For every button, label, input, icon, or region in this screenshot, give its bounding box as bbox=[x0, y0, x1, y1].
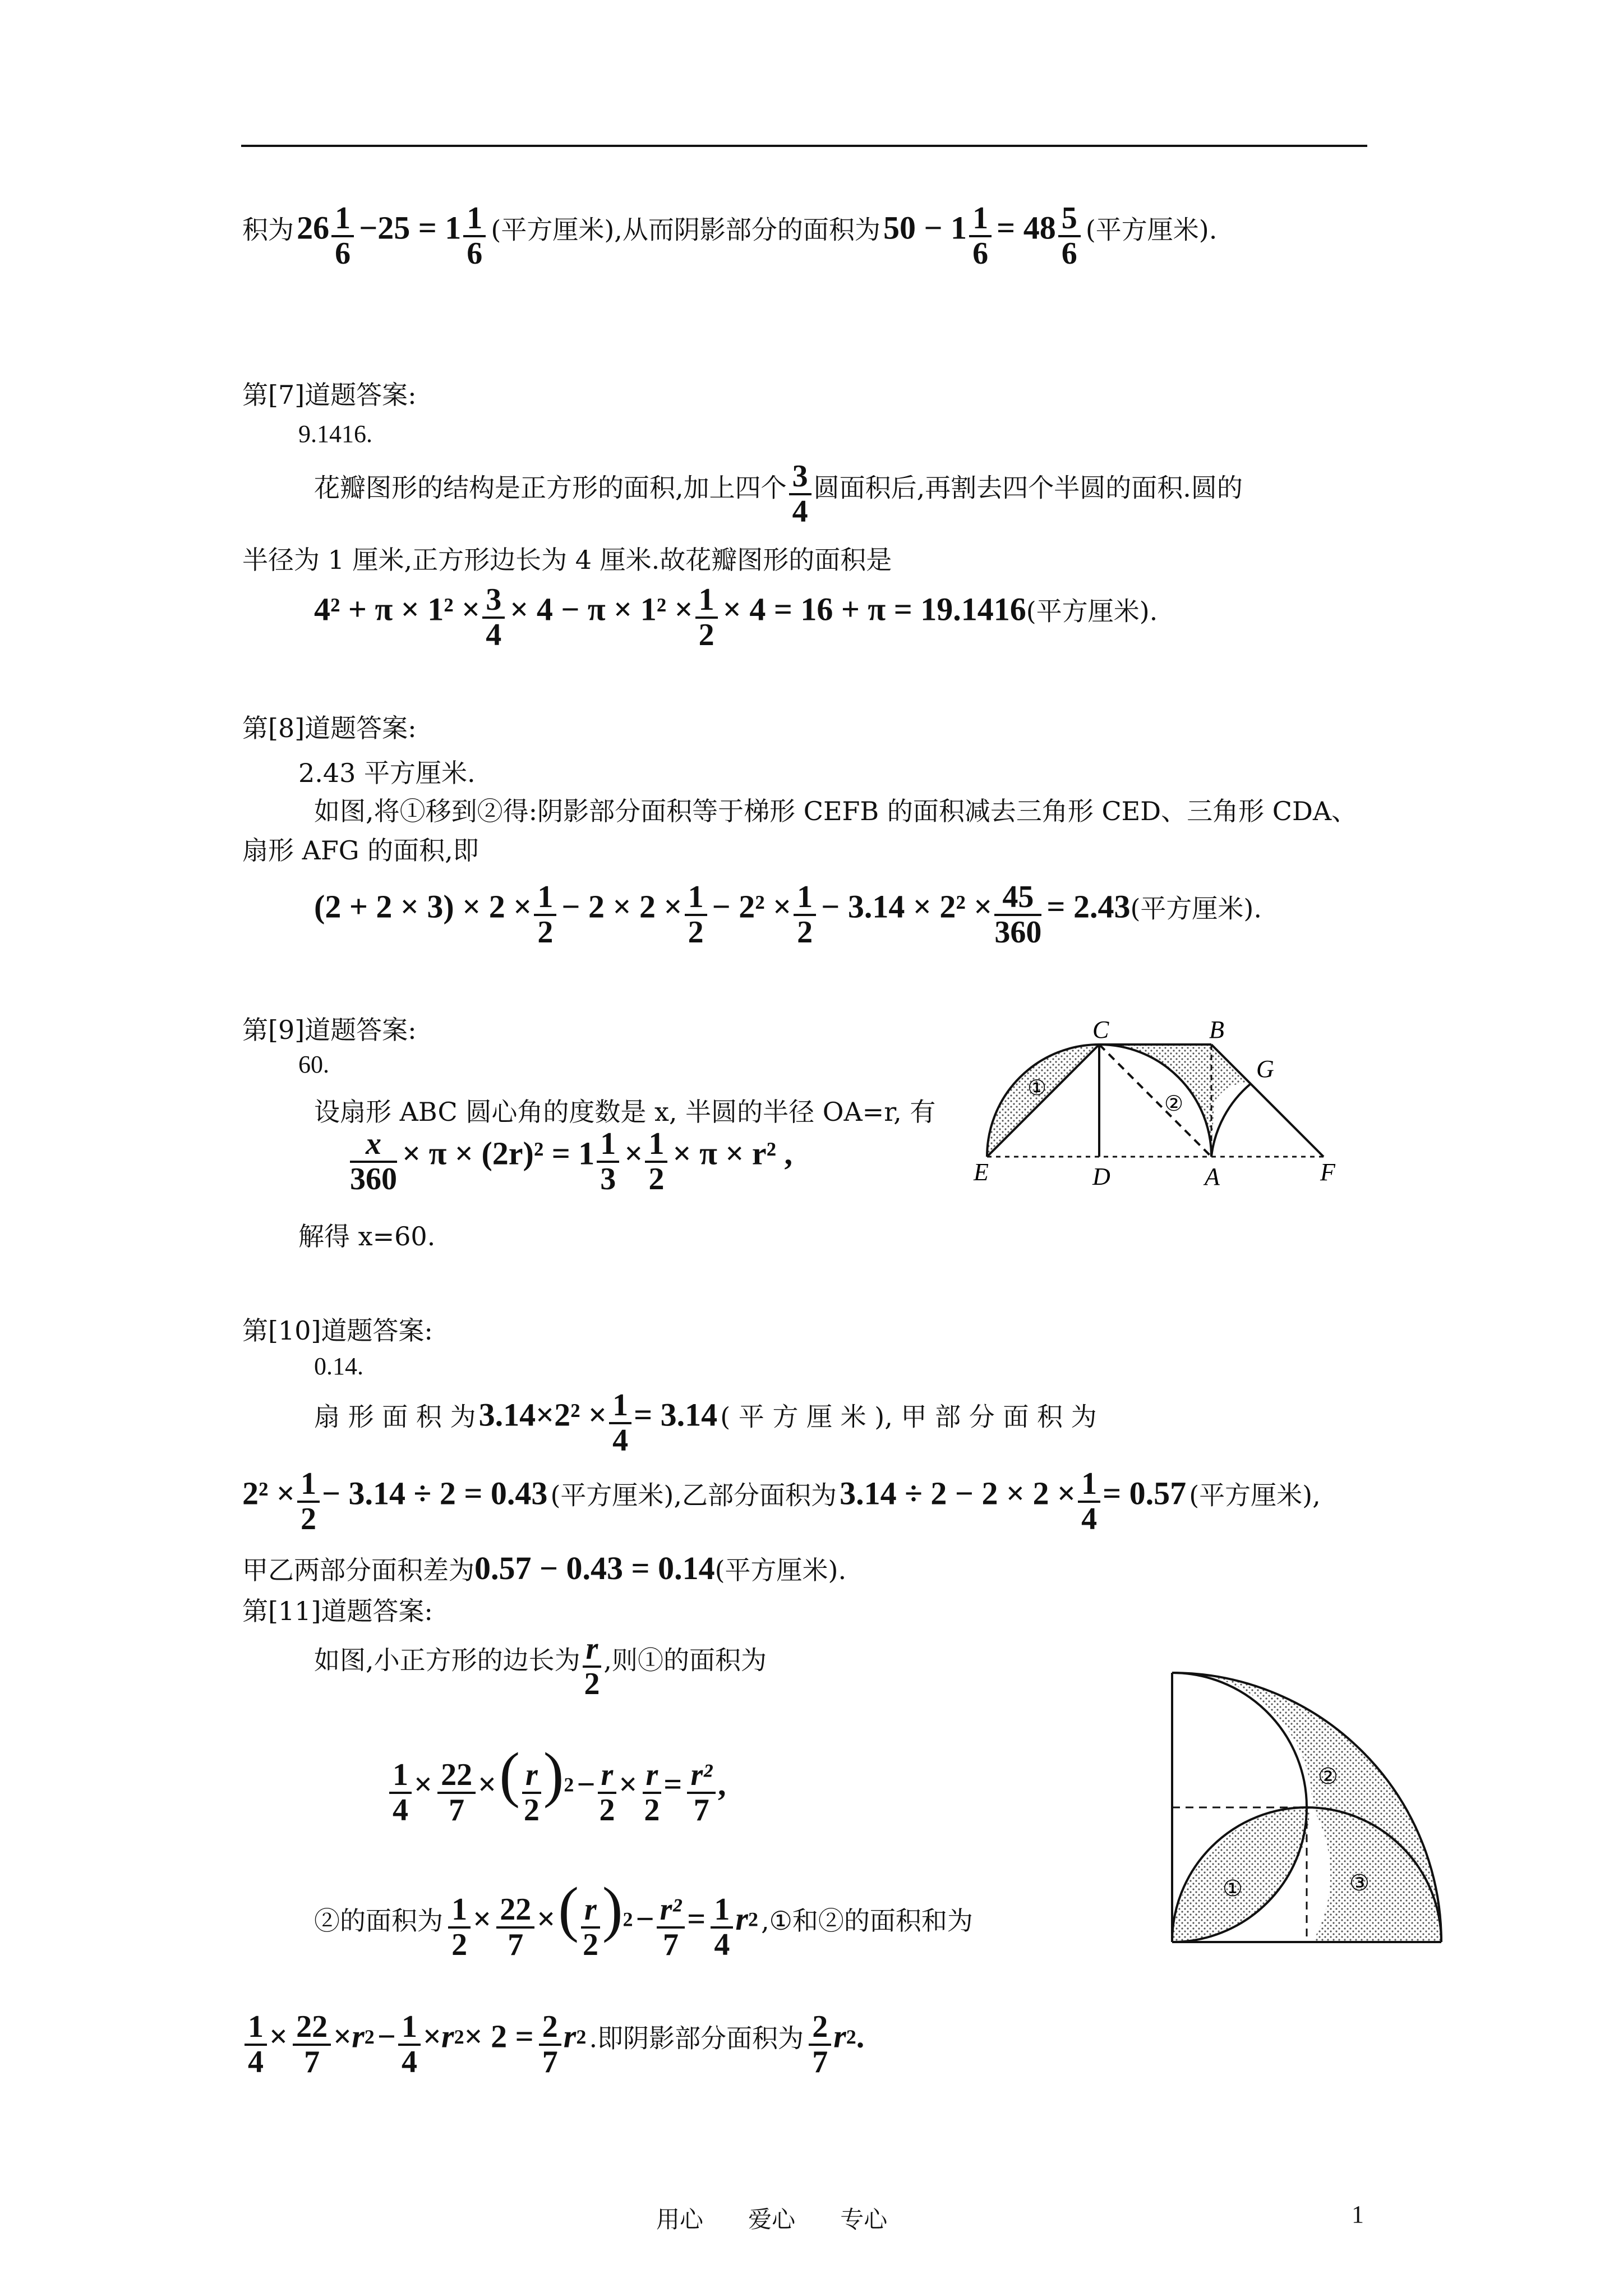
q9-label-A: A bbox=[1205, 1163, 1220, 1190]
q7-answer: 9.1416. bbox=[298, 420, 372, 448]
q9-label-E: E bbox=[974, 1158, 989, 1186]
q11-label-region3: ③ bbox=[1349, 1870, 1370, 1896]
q10-answer: 0.14. bbox=[314, 1352, 363, 1380]
q8-line2: 扇形 AFG 的面积,即 bbox=[242, 835, 479, 866]
q9-line1: 设扇形 ABC 圆心角的度数是 x, 半圆的半径 OA=r, 有 bbox=[314, 1097, 936, 1127]
q11-line4: $\frac{1}{4}$ × $\frac{22}{7}$ $\times r^2$ − $\frac{1}{4}$ $\times r^2\times 2$ = $\frac{2}{7}$ $r^2$ .即阴影部分面积为 $\frac{2}{7}$ $r^2$. bbox=[242, 2010, 864, 2079]
q9-formula: $\frac{x}{360}$ × π × (2r)² = 1 $\frac{1}{3}$ × $\frac{1}{2}$ × π × r² , bbox=[350, 1126, 793, 1197]
intro-line: 积为 26 $\frac{1}{6}$ −25 = 1 $\frac{1}{6}$ (平方厘米),从而阴影部分的面积为 50 − 1 $\frac{1}{6}$ = 48 $\frac{5}{6}$ (平方厘米). bbox=[242, 201, 1218, 271]
q8-answer: 2.43 平方厘米. bbox=[298, 758, 476, 788]
q9-answer: 60. bbox=[298, 1051, 329, 1078]
q11-label-region2: ② bbox=[1318, 1764, 1338, 1789]
q9-label-F: F bbox=[1320, 1158, 1335, 1186]
q11-line3: ②的面积为 $\frac{1}{2}$ × $\frac{22}{7}$ × ( $\frac{r}{2}$ )$^2$ − $\frac{\text{r²}}{7}$ = $\frac{1}{4}$ $r^2$ ,①和②的面积和为 bbox=[314, 1875, 973, 1962]
q9-label-D: D bbox=[1092, 1163, 1110, 1190]
q8-heading: 第[8]道题答案: bbox=[242, 713, 417, 743]
q10-line1: 扇 形 面 积 为 3.14×2² × $\frac{1}{4}$ = 3.14 ( 平 方 厘 米 ), 甲 部 分 面 积 为 bbox=[314, 1388, 1097, 1458]
q9-figure bbox=[953, 1010, 1380, 1195]
q9-label-region1: ① bbox=[1027, 1075, 1047, 1100]
q11-line1: 如图,小正方形的边长为 $\frac{r}{2}$ ,则①的面积为 bbox=[314, 1631, 767, 1701]
q9-heading: 第[9]道题答案: bbox=[242, 1015, 417, 1045]
q9-label-C: C bbox=[1092, 1016, 1109, 1043]
q11-figure bbox=[1166, 1660, 1481, 1963]
q10-line3: 甲乙两部分面积差为0.57 − 0.43 = 0.14(平方厘米). bbox=[242, 1550, 847, 1586]
q7-formula: 4² + π × 1² × $\frac{3}{4}$ × 4 − π × 1² × $\frac{1}{2}$ × 4 = 16 + π = 19.1416(平方厘米). bbox=[314, 582, 1158, 652]
q10-line2: 2² × $\frac{1}{2}$ − 3.14 ÷ 2 = 0.43 (平方厘米),乙部分面积为 3.14 ÷ 2 − 2 × 2 × $\frac{1}{4}$ = 0.57 (平方厘米), bbox=[242, 1466, 1321, 1536]
q11-formula1: $\frac{1}{4}$ × $\frac{22}{7}$ × ( $\frac{r}{2}$ )$^2$ − $\frac{r}{2}$ × $\frac{r}{2}$ = $\frac{\text{r²}}{7}$ , bbox=[387, 1739, 726, 1826]
q9-label-B: B bbox=[1209, 1016, 1224, 1043]
q8-line1: 如图,将①移到②得:阴影部分面积等于梯形 CEFB 的面积减去三角形 CED、三角形 CDA、 bbox=[314, 796, 1358, 826]
q10-heading: 第[10]道题答案: bbox=[242, 1315, 433, 1346]
q9-label-region2: ② bbox=[1164, 1091, 1184, 1116]
page-number: 1 bbox=[1352, 2201, 1364, 2228]
q11-heading: 第[11]道题答案: bbox=[242, 1596, 433, 1626]
q7-line2: 半径为 1 厘米,正方形边长为 4 厘米.故花瓣图形的面积是 bbox=[242, 545, 892, 575]
q8-formula: (2 + 2 × 3) × 2 × $\frac{1}{2}$ − 2 × 2 × $\frac{1}{2}$ − 2² × $\frac{1}{2}$ − 3.14 × 2² × $\frac{45}{360}$ = 2.43(平方厘米). bbox=[314, 880, 1262, 950]
header-rule bbox=[241, 145, 1367, 147]
q9-solve: 解得 x=60. bbox=[298, 1221, 436, 1251]
q7-line1: 花瓣图形的结构是正方形的面积,加上四个 $\frac{3}{4}$ 圆面积后,再割去四个半圆的面积.圆的 bbox=[314, 459, 1243, 529]
q11-label-region1: ① bbox=[1223, 1876, 1243, 1902]
footer-motto: 用心 爱心 专心 bbox=[656, 2206, 888, 2233]
q9-label-G: G bbox=[1256, 1055, 1274, 1083]
q7-heading: 第[7]道题答案: bbox=[242, 380, 417, 410]
